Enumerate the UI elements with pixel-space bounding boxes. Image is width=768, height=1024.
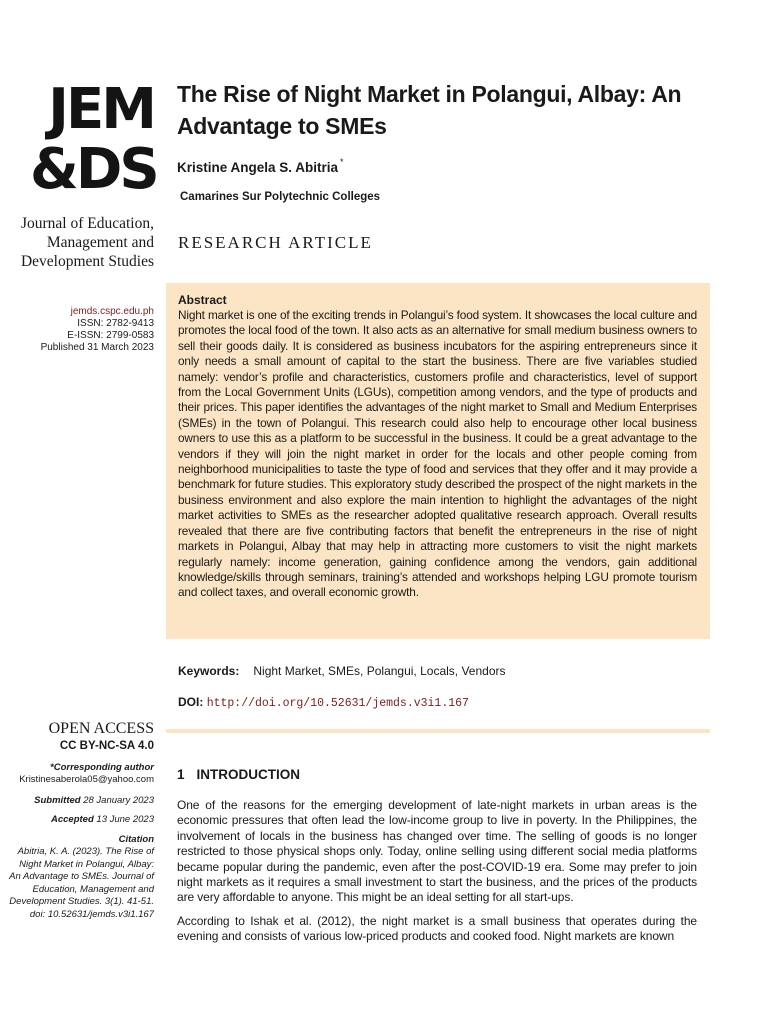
abstract-text: Night market is one of the exciting trends in Polangui’s food system. It showcases the local culture and promotes the local food of the town. It also acts as an alternative for small medium business owners to sell their goods daily. It is considered as business incubators for the aspiring entrepreneurs since it only needs a small amount of capital to the start the business. There are five variables studied namely: vendor’s profile and characteristics, customers profile and characteristics, level of support from the Local Government Units (LGUs), competition among vendors, and the type of products and their prices. This paper identifies the advantages of the night market to Small and Medium Enterprises (SMEs) in the town of Polangui. This research could also help to encourage other local business owners to use this as a platform to be successful in the business. It could be a great advantage to the vendors if they will join the night market in order for the locals and other people coming from neighborhood municipalities to taste the type of food and services that they offer and it may provide a benchmark for future studies. This exploratory study described the prospect of the night markets in the business environment and also explore the main intention to highlight the advantages of the night market activities to SMEs as the researcher adopted qualitative research approach. Overall results revealed that there are five contributing factors that benefit the entrepreneurs in the rise of night markets in Polangui, Albay that may help in attracting more customers to visit the night markets regularly namely: income generation, gaining confidence among the vendors, gain additional knowledge/skills through seminars, training’s attended and workshops helping LGU promote tourism and collect taxes, and overall economic growth. — [178, 308, 697, 600]
section-number: 1 — [177, 767, 185, 782]
accepted-label: Accepted — [51, 814, 94, 825]
license-label: CC BY-NC-SA 4.0 — [59, 740, 154, 752]
keywords-line — [178, 664, 505, 678]
abstract-heading: Abstract — [178, 293, 227, 307]
eissn: E-ISSN: 2799-0583 — [67, 330, 154, 341]
article-title: The Rise of Night Market in Polangui, Albay: An Advantage to SMEs — [177, 81, 682, 139]
submitted-date — [6, 795, 154, 808]
journal-logo-line2: &DS — [30, 137, 157, 202]
article-type: RESEARCH ARTICLE — [178, 233, 373, 252]
doi-label: DOI: — [178, 695, 204, 709]
body-paragraph: One of the reasons for the emerging development of late-night markets in urban areas is the economic pressures that often lead the low-income group to live in poverty. In the Philippines, the involvement of locals in the business has changed over time. The selling of goods is no longer restricted to those physical shops only. Today, online selling using different social media platforms became popular during the pandemic, even after the post-COVID-19 era. Some may prefer to join night markets as it requires a small investment to start the business, and the prices of the products are very affordable to anyone. This might be an ideal setting for all start-ups. — [177, 798, 697, 905]
submitted-value: 28 January 2023 — [83, 795, 154, 806]
abstract-box — [166, 283, 710, 639]
open-access-label: OPEN ACCESS — [48, 720, 154, 737]
journal-name: Journal of Education, Management and Development Studies — [20, 215, 154, 270]
section-heading — [177, 767, 300, 782]
corresponding-author-label: *Corresponding author — [50, 762, 154, 773]
journal-logo-line1: JEM — [48, 77, 154, 142]
body-paragraph: According to Ishak et al. (2012), the night market is a small business that operates during the evening and consists of various low-priced products and cooked food. Night markets are known — [177, 914, 697, 944]
submitted-label: Submitted — [34, 795, 81, 806]
issn: ISSN: 2782-9413 — [77, 318, 154, 329]
accepted-value: 13 June 2023 — [96, 814, 154, 825]
corresponding-mark: * — [340, 157, 344, 167]
doi-link[interactable]: http://doi.org/10.52631/jemds.v3i1.167 — [206, 697, 469, 710]
keywords-label: Keywords: — [178, 664, 240, 678]
citation-label: Citation — [118, 834, 154, 845]
author-name: Kristine Angela S. Abitria — [177, 160, 339, 175]
published-date: Published 31 March 2023 — [40, 342, 154, 353]
doi-line — [178, 695, 469, 710]
author-affiliation: Camarines Sur Polytechnic Colleges — [180, 191, 381, 203]
author-line — [177, 157, 344, 175]
journal-url-link[interactable]: jemds.cspc.edu.ph — [70, 306, 154, 317]
section-divider — [166, 729, 710, 733]
keywords-value: Night Market, SMEs, Polangui, Locals, Vendors — [253, 664, 506, 678]
section-title: INTRODUCTION — [196, 767, 301, 782]
citation-text: Abitria, K. A. (2023). The Rise of Night Market in Polangui, Albay: An Advantage to SMEs. Journal of Education, Management and Development Studies. 3(1). 41-51. doi: 10.52631/jemds.v3i1.167 — [9, 846, 154, 920]
corresponding-author-email[interactable]: Kristinesaberola05@yahoo.com — [19, 774, 154, 785]
accepted-date — [6, 814, 154, 827]
